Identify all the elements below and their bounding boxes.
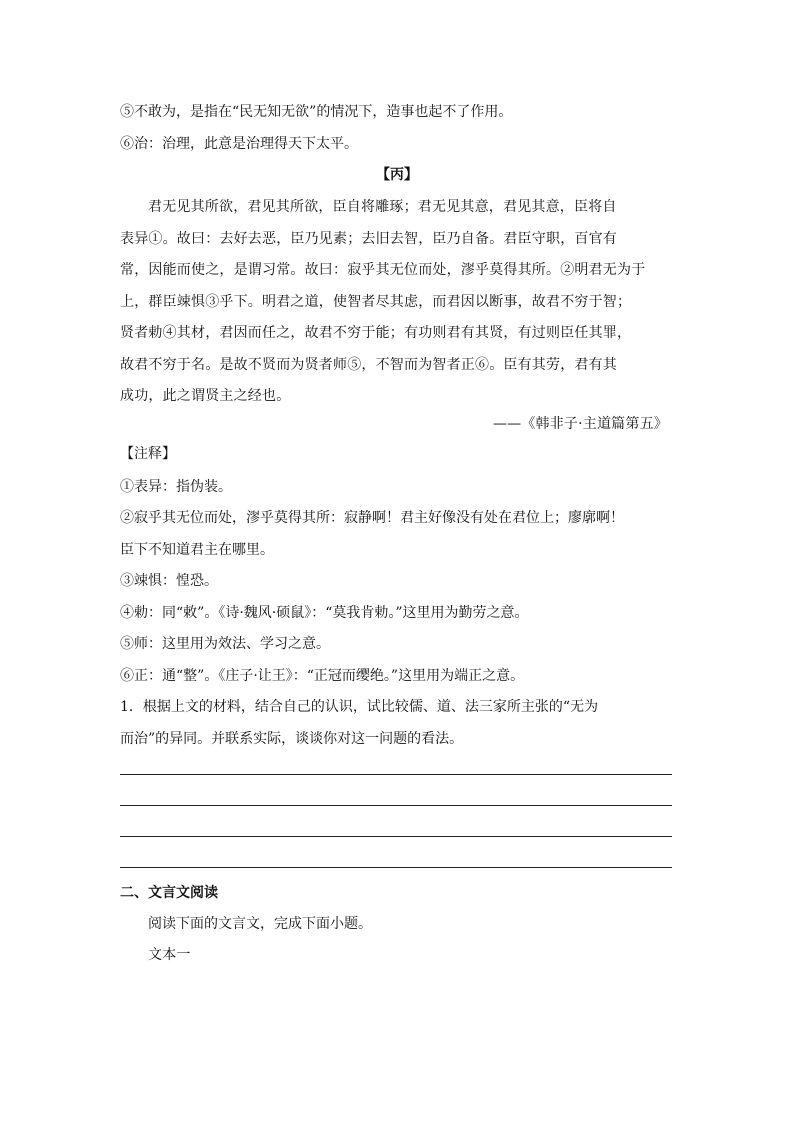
passage-line: 故君不穷于名。是故不贤而为贤者师⑤，不智而为智者正⑥。臣有其劳，君有其 [120, 357, 617, 373]
notes-title: 【注释】 [120, 446, 176, 462]
note-item: ⑤师：这里用为效法、学习之意。 [120, 636, 330, 652]
passage-line: 君无见其所欲，君见其所欲，臣自将雕琢；君无见其意，君见其意，臣将自 [148, 199, 617, 215]
answer-line[interactable] [120, 867, 672, 868]
passage-source: ——《韩非子·主道篇第五》 [492, 416, 668, 432]
question-1-line: 而治”的异同。并联系实际，谈谈你对这一问题的看法。 [120, 731, 464, 747]
answer-line[interactable] [120, 805, 672, 806]
section-two-instruction: 阅读下面的文言文，完成下面小题。 [148, 916, 372, 932]
section-two-title: 二、文言文阅读 [120, 885, 218, 901]
note-5-line: ⑤不敢为，是指在“民无知无欲”的情况下，造事也起不了作用。 [120, 104, 513, 120]
note-item: ②寂乎其无位而处，漻乎莫得其所：寂静啊！君主好像没有处在君位上；廖廓啊！ [120, 510, 624, 526]
note-item: ⑥正：通“整”。《庄子·让王》：“正冠而缨绝。”这里用为端正之意。 [120, 668, 525, 684]
passage-line: 上，群臣竦惧③乎下。明君之道，使智者尽其虑，而君因以断事，故君不穷于智； [120, 294, 632, 310]
answer-line[interactable] [120, 836, 672, 837]
note-item: 臣下不知道君主在哪里。 [120, 542, 274, 558]
passage-line: 表异①。故曰：去好去恶，臣乃见素；去旧去智，臣乃自备。君臣守职，百官有 [120, 231, 617, 247]
passage-line: 贤者勅④其材，君因而任之，故君不穷于能；有功则君有其贤，有过则臣任其罪， [120, 325, 632, 341]
answer-line[interactable] [120, 774, 672, 775]
section-bing-title: 【丙】 [376, 167, 418, 183]
note-item: ①表异：指伪装。 [120, 479, 232, 495]
text-one-label: 文本一 [148, 947, 191, 963]
passage-line: 成功，此之谓贤主之经也。 [120, 388, 291, 404]
question-1-line: 1．根据上文的材料，结合自己的认识，试比较儒、道、法三家所主张的“无为 [120, 699, 599, 715]
note-item: ③竦惧：惶恐。 [120, 573, 218, 589]
note-6-line: ⑥治：治理，此意是治理得天下太平。 [120, 136, 358, 152]
passage-line: 常，因能而使之，是谓习常。故曰：寂乎其无位而处，漻乎莫得其所。②明君无为于 [120, 262, 646, 278]
note-item: ④勅：同“敕”。《诗·魏风·硕鼠》：“莫我肯勅。”这里用为勤劳之意。 [120, 605, 529, 621]
